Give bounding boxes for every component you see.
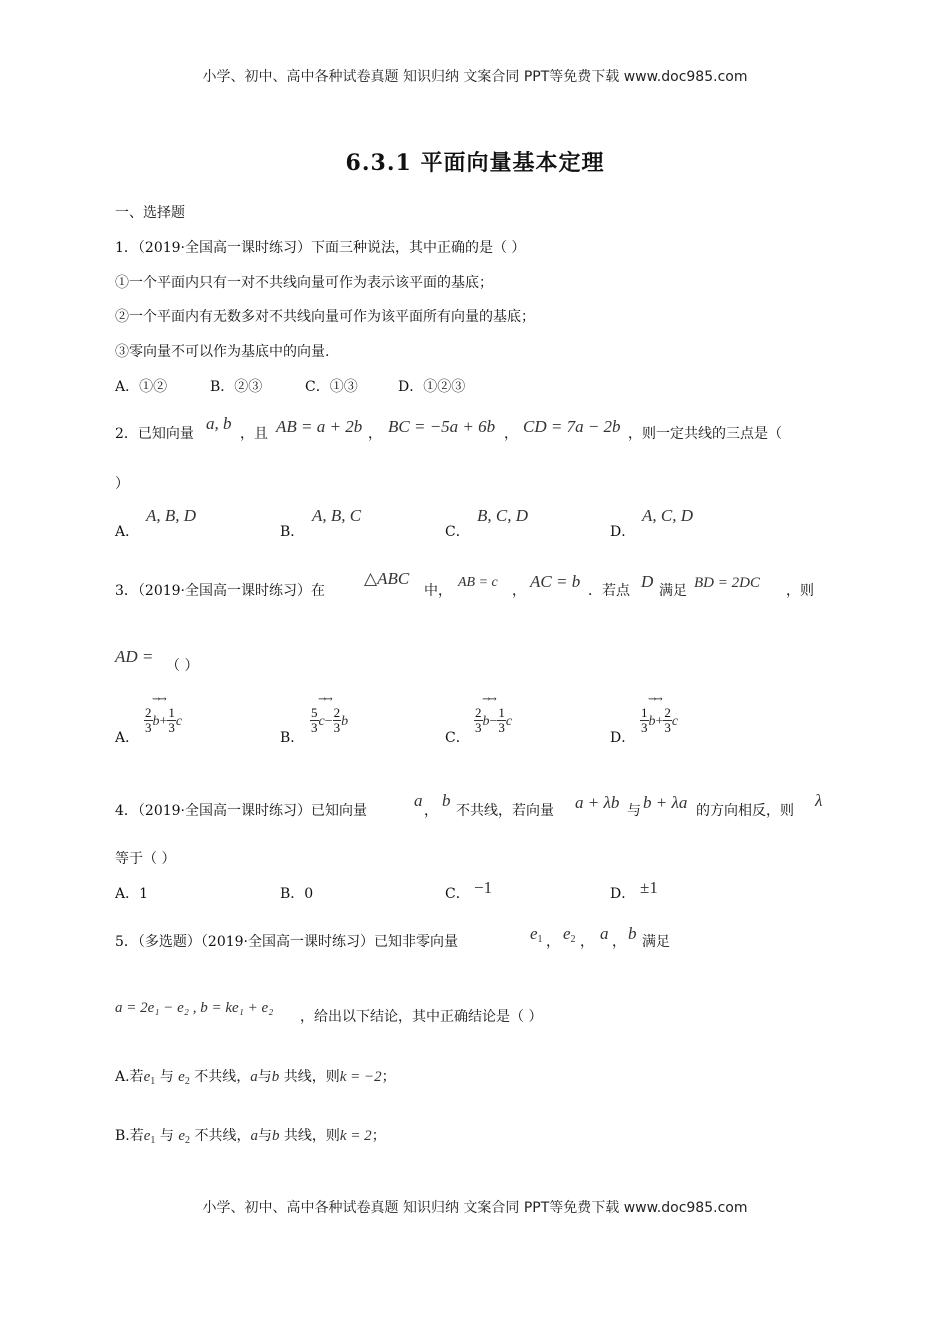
q5-option-b: B.若$e_1$ 与 $e_2$ 不共线，a与b 共线，则k = 2； (115, 1128, 386, 1146)
q4-option-d-label: D． (610, 886, 636, 902)
q1-statement-2: ②一个平面内有无数多对不共线向量可作为该平面所有向量的基底； (115, 309, 535, 325)
q5-prefix: 5．（多选题）（2019·全国高一课时练习）已知非零向量 (115, 934, 458, 950)
q3-paren: （ ） (166, 658, 199, 674)
q4-lambda: λ (815, 791, 823, 810)
q3-eq-bd: BD = 2DC (694, 575, 760, 591)
q5-option-a: A.若$e_1$ 与 $e_2$ 不共线，a与b 共线，则k = −2； (115, 1069, 396, 1087)
q4-text-2: 与 (627, 803, 641, 819)
q3-text-4: ，则 (786, 583, 814, 599)
q4-text-1: 不共线，若向量 (456, 803, 554, 819)
q3-eq-ac: AC = b (530, 572, 581, 591)
vector-arrow: →→ (648, 694, 661, 705)
q3-eq-ab: AB = c (458, 575, 498, 590)
q4-vector-1: a + λb (575, 793, 620, 812)
q4-option-b: B．0 (280, 886, 314, 902)
q2-comma-1: ， (368, 426, 382, 442)
q4-text-3: 的方向相反，则 (696, 803, 794, 819)
q5-text-2: ，给出以下结论，其中正确结论是（ ） (300, 1009, 543, 1025)
q1-option-b: B．②③ (210, 379, 263, 395)
q5-comma-1: ， (546, 934, 560, 950)
q4-vector-a: a (414, 791, 423, 810)
q2-option-c: B, C, D (477, 506, 528, 525)
q1-option-a: A．①② (115, 379, 168, 395)
q1-option-c: C．①③ (305, 379, 358, 395)
q5-vector-b: b (628, 924, 637, 943)
q4-option-a: A．1 (115, 886, 149, 902)
q5-vector-e1: $e_1$ (530, 924, 543, 945)
q1-stem: 1．（2019·全国高一课时练习）下面三种说法，其中正确的是（ ） (115, 240, 526, 256)
q5-comma-2: ， (580, 934, 594, 950)
q1-statement-1: ①一个平面内只有一对不共线向量可作为表示该平面的基底； (115, 275, 493, 291)
q5-comma-3: ， (612, 934, 626, 950)
q3-option-c: →→ $\frac{2}{3}$ b− $\frac{1}{3}$ c (475, 694, 513, 735)
vector-arrow: →→ (482, 694, 495, 705)
page-header: 小学、初中、高中各种试卷真题 知识归纳 文案合同 PPT等免费下载 www.doc985.com (202, 69, 748, 85)
q3-text-2: ．若点 (588, 583, 630, 599)
q4-prefix: 4．（2019·全国高一课时练习）已知向量 (115, 803, 367, 819)
q3-option-d-label: D． (610, 730, 636, 746)
q2-text-2: ，则一定共线的三点是（ (628, 426, 782, 442)
vector-arrow: →→ (318, 694, 331, 705)
q2-eq-ab: AB = a + 2b (276, 417, 363, 436)
q5-text-1: 满足 (642, 934, 670, 950)
q2-vectors-ab: a, b (206, 414, 232, 433)
q3-option-b: →→ $\frac{5}{3}$ c− $\frac{2}{3}$ b (311, 694, 349, 735)
q3-option-a-label: A． (115, 730, 140, 746)
q4-option-d: ±1 (640, 878, 658, 897)
q2-option-b-label: B． (280, 524, 305, 540)
q3-point-d: D (641, 572, 654, 591)
q2-option-c-label: C． (445, 524, 470, 540)
q2-text-3: ） (115, 476, 129, 492)
q2-eq-bc: BC = −5a + 6b (388, 417, 496, 436)
page-title: 6.3.1 平面向量基本定理 (345, 150, 605, 176)
q2-option-b: A, B, C (312, 506, 362, 525)
vector-arrow: →→ (152, 694, 165, 705)
q4-option-c-label: C． (445, 886, 470, 902)
q4-comma: ， (424, 803, 438, 819)
q2-prefix: 2．已知向量 (115, 426, 194, 442)
q2-comma-2: ， (504, 426, 518, 442)
section-heading: 一、选择题 (115, 205, 185, 221)
q3-option-c-label: C． (445, 730, 470, 746)
q2-option-a-label: A． (115, 524, 140, 540)
q2-option-d: A, C, D (642, 506, 693, 525)
q3-text-3: 满足 (659, 583, 687, 599)
q4-vector-b: b (442, 791, 451, 810)
q1-statement-3: ③零向量不可以作为基底中的向量. (115, 344, 330, 360)
q4-text-4: 等于（ ） (115, 851, 176, 867)
q1-option-d: D．①②③ (398, 379, 466, 395)
q3-option-b-label: B． (280, 730, 305, 746)
q4-option-c: −1 (474, 878, 493, 897)
q5-equation: a = 2e₁ − e₂ , b = ke₁ + e₂ (115, 1000, 274, 1016)
q3-eq-ad: AD = (115, 647, 154, 666)
q3-option-d: →→ $\frac{1}{3}$ b+ $\frac{2}{3}$ c (641, 694, 679, 735)
q5-vector-a: a (600, 924, 609, 943)
q5-vector-e2: $e_2$ (563, 924, 576, 945)
q2-option-a: A, B, D (146, 506, 197, 525)
q2-option-d-label: D． (610, 524, 636, 540)
q2-text-1: ，且 (240, 426, 268, 442)
q3-text-1: 中， (424, 583, 452, 599)
q2-eq-cd: CD = 7a − 2b (523, 417, 621, 436)
q4-vector-2: b + λa (643, 793, 688, 812)
q3-prefix: 3．（2019·全国高一课时练习）在 (115, 583, 325, 599)
page-footer: 小学、初中、高中各种试卷真题 知识归纳 文案合同 PPT等免费下载 www.doc985.com (202, 1200, 748, 1216)
q3-triangle: △ABC (364, 569, 410, 588)
q3-option-a: →→ $\frac{2}{3}$ b+ $\frac{1}{3}$ c (145, 694, 183, 735)
q3-comma: ， (512, 583, 526, 599)
